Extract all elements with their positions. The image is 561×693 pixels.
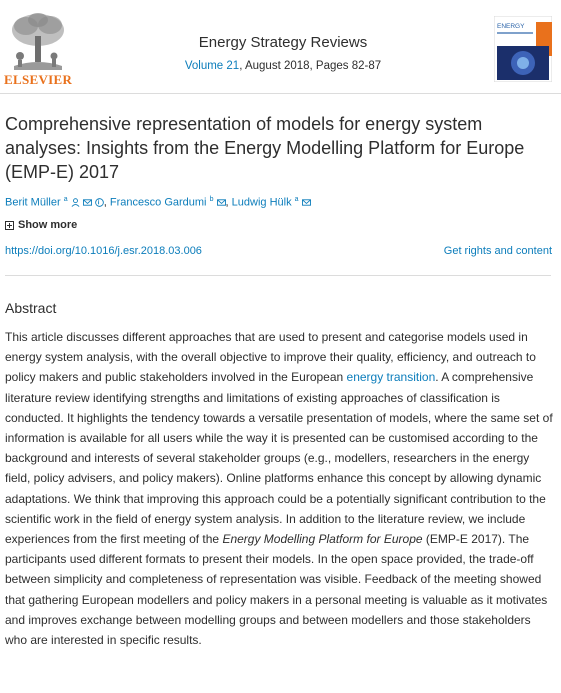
abstract-italic-text: Energy Modelling Platform for Europe (222, 532, 423, 547)
volume-link[interactable]: Volume 21 (184, 60, 240, 72)
elsevier-logo[interactable] (4, 10, 72, 90)
article-header (0, 0, 561, 94)
person-icon[interactable] (71, 198, 80, 207)
email-icon[interactable] (302, 198, 311, 207)
author-link[interactable]: Ludwig Hülk (231, 196, 292, 209)
citation-line (150, 60, 416, 72)
email-icon[interactable] (217, 198, 226, 207)
expand-plus-icon (5, 221, 14, 230)
abstract-body (5, 327, 553, 650)
rights-link[interactable]: Get rights and content (443, 245, 552, 257)
affiliation-marker[interactable]: a (294, 196, 299, 203)
author-link[interactable]: Berit Müller (5, 196, 61, 209)
orcid-icon[interactable] (95, 198, 104, 207)
abstract-heading: Abstract (5, 300, 57, 316)
elsevier-tree-icon (4, 10, 72, 70)
abstract-text: This article discusses different approaches that are used to present and categorise models used in energy system analysis, with the overall objective to improve their quality, efficiency, and outreach to policy makers and public stakeholders involved in the European (5, 330, 536, 385)
cover-title: ENERGY (497, 23, 525, 30)
abstract-text: . A comprehensive literature review identifying strengths and limitations of existing approaches of classification is conducted. It highlights the tendency towards a versatile presentation of models, where the same set of information is available for all users while the way it is presented can be customised according to the background and interests of several stakeholder groups (e.g., modellers, researchers in the energy field, policy advisers, and policy makers). Online platforms enhance this concept by allowing dynamic adaptations. We think that improving this approach could be a potentially significant contribution to the scientific work in the field of energy system analysis. In addition to the literature review, we include experiences from the first meeting of the (5, 370, 553, 547)
issue-pages: , August 2018, Pages 82-87 (239, 60, 382, 72)
energy-transition-link[interactable]: energy transition (346, 370, 436, 385)
journal-title[interactable]: Energy Strategy Reviews (198, 34, 368, 51)
show-more-label: Show more (18, 219, 78, 231)
doi-link[interactable]: https://doi.org/10.1016/j.esr.2018.03.006 (5, 245, 202, 257)
affiliation-marker[interactable]: b (209, 196, 214, 203)
section-divider (5, 275, 551, 276)
article-title: Comprehensive representation of models for energy system analyses: Insights from the Energy Modelling Platform for Europe (EMP-E) 2017 (5, 114, 525, 182)
abstract-text: (EMP-E 2017). The participants used different formats to present their models. In the open space provided, the trade-off between simplicity and completeness of representation was visible. Feedback of the meeting showed that gathering European modellers and policy makers in a personal meeting is valuable as it motivates and improves exchange between modelling groups and between modellers and those stakeholders who are interested in specific results. (5, 532, 548, 648)
journal-cover-image (494, 16, 552, 82)
journal-cover[interactable] (494, 16, 552, 82)
author-list: Berit Müller $^a$ , Francesco Gardumi $^b$ , Ludwig Hülk $^a$ (5, 196, 311, 209)
publisher-name: ELSEVIER (4, 72, 73, 87)
affiliation-marker[interactable]: a (63, 196, 68, 203)
show-more-button[interactable] (5, 219, 77, 231)
author-link[interactable]: Francesco Gardumi (109, 196, 207, 209)
email-icon[interactable] (83, 198, 92, 207)
